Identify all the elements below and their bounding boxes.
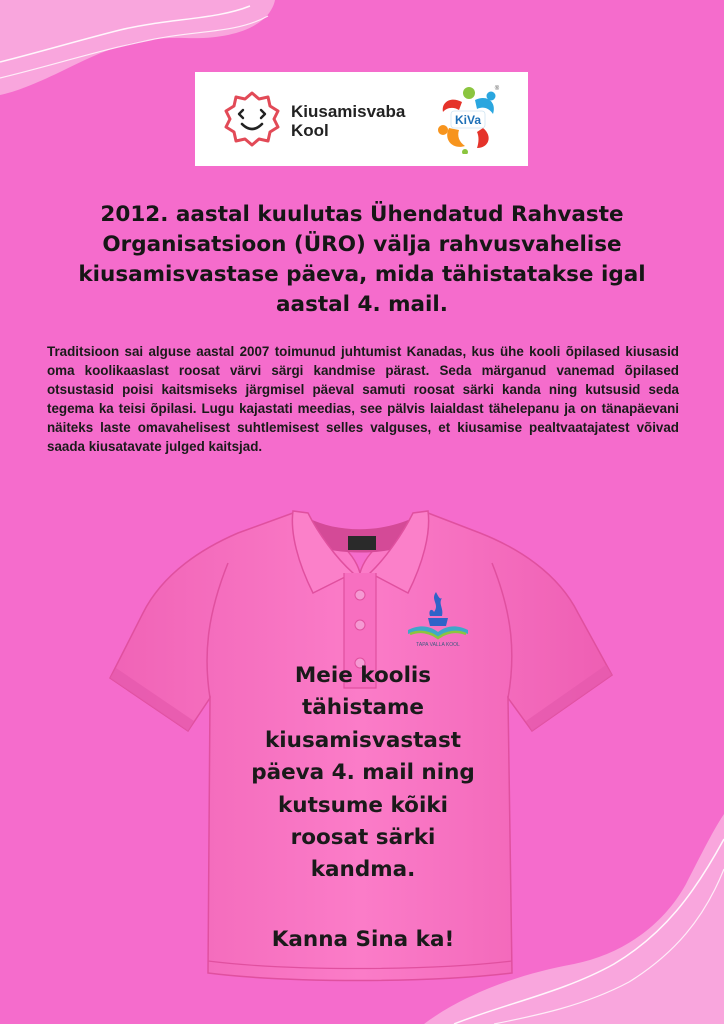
school-logo-icon [406,590,470,648]
shirt-message-line: kandma. [310,857,416,883]
shirt-message-line: tähistame [301,695,425,721]
shirt-message-line: päeva 4. mail ning [251,760,475,786]
kiusamisvaba-kool-logo-text [291,102,405,140]
shirt-message-line: roosat särki [290,825,436,851]
shirt-message [225,660,501,887]
kiva-registered-mark: ® [494,86,500,92]
kiva-logo-text: KiVa [454,113,482,127]
logo-banner [195,72,528,166]
shirt-message-line: kutsume kõiki [278,792,448,818]
body-paragraph: Traditsioon sai alguse aastal 2007 toimunud juhtumist Kanadas, kus ühe kooli õpilased kiusasid oma koolikaaslast roosat värvi särgi kandmise pärast. Seda märganud vanemad õpilased otsustasid poisi kaitsmiseks järgmisel päeval samuti roosat särki kanda ning kutsusid seda tegema ka teisi õpilasi. Lugu kajastati meedias, see pälvis laialdast tähelepanu ja on tänapäevani näiteks laste omavahelisest suhtlemisest selles valguses, et kiusamise pealtvaatajatest võivad saada kiusatavate julged kaitsjad. [47,344,679,454]
shirt-message-line: Meie koolis [294,663,432,688]
school-logo-text: TAPA VALLA KOOL [416,642,460,648]
call-to-action: Kanna Sina ka! [271,927,455,952]
headline: 2012. aastal kuulutas Ühendatud Rahvaste Organisatsioon (ÜRO) välja rahvusvahelise kiusamisvastase päeva, mida tähistatakse igal aastal 4. mail. [78,202,646,317]
logo-text-line1: Kiusamisvaba [291,102,406,121]
kiusamisvaba-kool-logo-icon [223,90,281,148]
shirt-message-line: kiusamisvastast [264,727,462,753]
logo-text-line2: Kool [291,121,329,140]
kiva-logo-icon [435,84,501,154]
